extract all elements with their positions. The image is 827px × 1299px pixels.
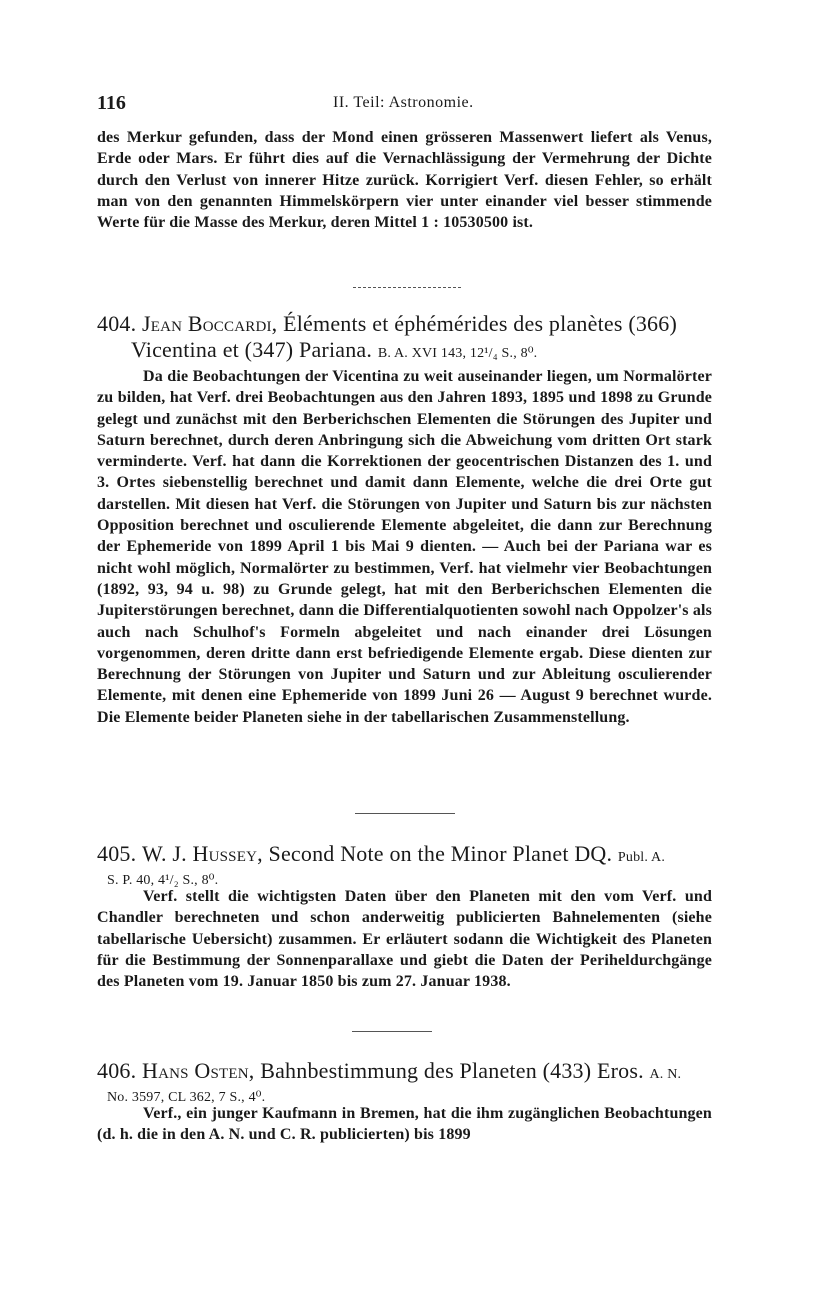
entry-citation-cont: No. 3597, CL 362, 7 S., 4⁰. (107, 1090, 266, 1105)
entry-406-heading (97, 1058, 722, 1108)
page-number: 116 (97, 92, 126, 114)
entry-citation: Publ. A. (617, 850, 666, 865)
entry-citation: A. N. (649, 1067, 682, 1082)
entry-406-paragraph: Verf., ein junger Kaufmann in Bremen, hat die ihm zugänglichen Beobachtungen (d. h. die in den A. N. und C. R. publicierten) bis 1899 (97, 1105, 712, 1144)
section-divider (352, 1031, 432, 1032)
entry-number: 405. (97, 841, 137, 866)
entry-author: Hans Osten, (142, 1058, 255, 1083)
entry-citation: B. A. XVI 143, 12¹/₄ S., 8⁰. (377, 346, 538, 361)
entry-title: Éléments et éphémérides des planètes (366) (283, 311, 677, 336)
entry-number: 406. (97, 1058, 137, 1083)
section-divider (355, 813, 455, 814)
entry-405-heading (97, 841, 722, 891)
section-divider (353, 287, 461, 288)
entry-404-paragraph: Da die Beobachtungen der Vicentina zu weit auseinander liegen, um Normalörter zu bilden, hat Verf. drei Beobachtungen aus den Jahren 1893, 1895 und 1898 zu Grunde gelegt und zunächst mit den Berberichschen Elementen die Störungen des Jupiter und Saturn berechnet, durch deren Anbringung sich die Abweichung vom dritten Ort stark verminderte. Verf. hat dann die Korrektionen der geocentrischen Distanzen des 1. und 3. Ortes siebenstellig berechnet und damit dann Elemente, welche die drei Orte gut darstellen. Mit diesen hat Verf. die Störungen von Jupiter und Saturn bis zur nächsten Opposition berechnet und osculierende Elemente abgeleitet, die dann zur Berechnung der Ephemeride von 1899 April 1 bis Mai 9 dienten. — Auch bei der Pariana war es nicht wohl möglich, Normalörter zu bestimmen, Verf. hat vielmehr vier Beobachtungen (1892, 93, 94 u. 98) zu Grunde gelegt, hat mit den Berberichschen Elementen die Jupiterstörungen berechnet, dann die Differentialquotienten sowohl nach Oppolzer's als auch nach Schulhof's Formeln abgeleitet und nach einander drei Lösungen vorgenommen, deren dritte dann erst befriedigende Elemente ergab. Diese dienten zur Berechnung der Störungen von Jupiter und Saturn und zur Ableitung osculierender Elemente, mit denen eine Ephemeride von 1899 Juni 26 — August 9 berechnet wurde. Die Elemente beider Planeten siehe in der tabellarischen Zusammenstellung. (97, 368, 712, 726)
entry-404-heading (97, 311, 722, 367)
entry-number: 404. (97, 311, 137, 336)
page-header (97, 92, 712, 118)
intro-paragraph: des Merkur gefunden, dass der Mond einen grösseren Massenwert liefert als Venus, Erde oder Mars. Er führt dies auf die Vernachlässigung der Vermehrung der Dichte durch den Verlust von innerer Hitze zurück. Korrigiert Verf. diesen Fehler, so erhält man von den genannten Himmelskörpern vier unter einander viel besser stimmende Werte für die Masse des Merkur, deren Mittel 1 : 10530500 ist. (97, 129, 712, 232)
entry-citation-cont: S. P. 40, 4¹/₂ S., 8⁰. (107, 873, 219, 888)
entry-title: Bahnbestimmung des Planeten (433) Eros. (260, 1058, 644, 1083)
entry-author: Jean Boccardi, (142, 311, 278, 336)
entry-405-paragraph: Verf. stellt die wichtigsten Daten über den Planeten mit den vom Verf. und Chandler berechneten und schon anderweitig publicierten Bahnelementen (siehe tabellarische Uebersicht) zusammen. Er erläutert sodann die Wichtigkeit des Planeten für die Bestimmung der Sonnenparallaxe und giebt die Daten der Periheldurchgänge des Planeten vom 19. Januar 1850 bis zum 27. Januar 1938. (97, 888, 712, 991)
entry-author: W. J. Hussey, (142, 841, 263, 866)
running-title: II. Teil: Astronomie. (333, 94, 474, 111)
entry-title-cont: Vicentina et (347) Pariana. (131, 337, 373, 362)
entry-title: Second Note on the Minor Planet DQ. (268, 841, 613, 866)
